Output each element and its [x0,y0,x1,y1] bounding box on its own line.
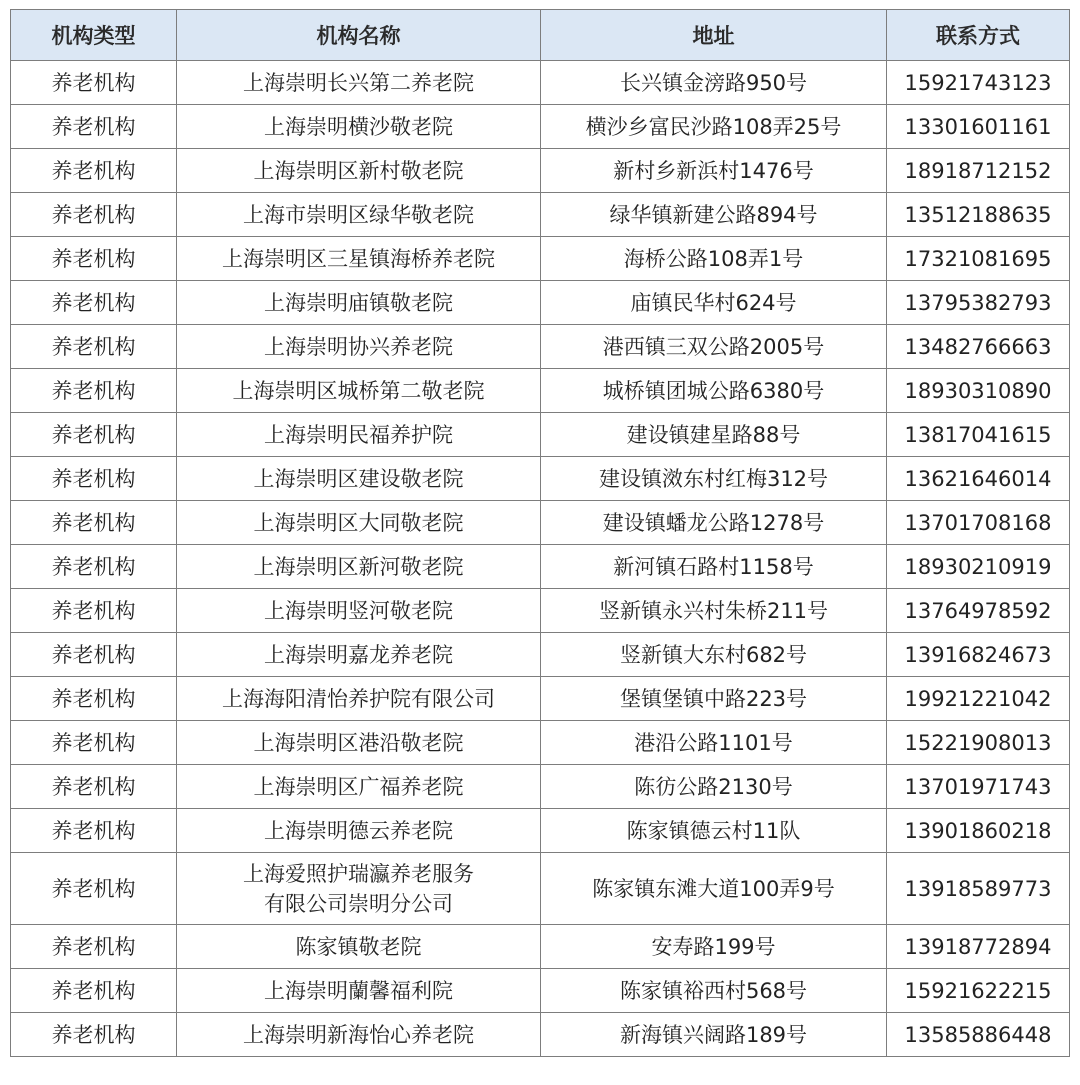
cell-phone: 13916824673 [887,633,1070,677]
cell-phone: 15921622215 [887,969,1070,1013]
table-row [11,501,1070,545]
cell-name [177,633,541,677]
cell-name [177,413,541,457]
cell-phone: 13301601161 [887,105,1070,149]
cell-name-line: 上海崇明区大同敬老院 [253,510,464,535]
cell-name-line: 上海崇明民福养护院 [264,422,453,447]
table-row [11,237,1070,281]
cell-phone: 15921743123 [887,61,1070,105]
cell-phone: 18918712152 [887,149,1070,193]
cell-name [177,457,541,501]
table-row [11,149,1070,193]
cell-address: 建设镇滧东村红梅312号 [541,457,887,501]
cell-name-line: 上海崇明庙镇敬老院 [264,290,453,315]
cell-address: 建设镇建星路88号 [541,413,887,457]
cell-type: 养老机构 [11,281,177,325]
table-row [11,853,1070,925]
cell-address: 竖新镇大东村682号 [541,633,887,677]
cell-type: 养老机构 [11,325,177,369]
table-row [11,413,1070,457]
table-row [11,545,1070,589]
table-row [11,765,1070,809]
cell-name [177,721,541,765]
cell-address: 新河镇石路村1158号 [541,545,887,589]
cell-address: 横沙乡富民沙路108弄25号 [541,105,887,149]
cell-address: 新村乡新浜村1476号 [541,149,887,193]
cell-phone: 19921221042 [887,677,1070,721]
table-row [11,721,1070,765]
cell-name-line: 上海崇明德云养老院 [264,818,453,843]
cell-address: 陈家镇东滩大道100弄9号 [541,853,887,925]
cell-name-line: 上海崇明长兴第二养老院 [243,70,474,95]
cell-phone: 13701708168 [887,501,1070,545]
cell-type: 养老机构 [11,501,177,545]
cell-phone: 13901860218 [887,809,1070,853]
table-row [11,925,1070,969]
cell-name [177,281,541,325]
cell-address: 海桥公路108弄1号 [541,237,887,281]
cell-type: 养老机构 [11,809,177,853]
cell-type: 养老机构 [11,61,177,105]
cell-name-line: 上海崇明协兴养老院 [264,334,453,359]
cell-phone: 13918772894 [887,925,1070,969]
cell-name-line: 上海崇明区三星镇海桥养老院 [222,246,495,271]
cell-address: 竖新镇永兴村朱桥211号 [541,589,887,633]
cell-type: 养老机构 [11,853,177,925]
cell-phone: 13482766663 [887,325,1070,369]
cell-type: 养老机构 [11,765,177,809]
cell-name-line: 上海崇明横沙敬老院 [264,114,453,139]
cell-name-line: 上海市崇明区绿华敬老院 [243,202,474,227]
cell-name [177,925,541,969]
institution-table [10,9,1070,1057]
cell-name-line: 有限公司崇明分公司 [264,891,453,916]
cell-name-line: 上海崇明区城桥第二敬老院 [232,378,485,403]
cell-name [177,61,541,105]
table-row [11,281,1070,325]
cell-name [177,809,541,853]
table-row [11,325,1070,369]
cell-phone: 17321081695 [887,237,1070,281]
cell-phone: 13918589773 [887,853,1070,925]
cell-type: 养老机构 [11,369,177,413]
cell-address: 港西镇三双公路2005号 [541,325,887,369]
cell-type: 养老机构 [11,105,177,149]
table-row [11,105,1070,149]
cell-phone: 13585886448 [887,1013,1070,1057]
cell-phone: 13817041615 [887,413,1070,457]
table-row [11,809,1070,853]
cell-type: 养老机构 [11,1013,177,1057]
cell-name-line: 上海崇明区广福养老院 [253,774,464,799]
cell-name-line: 上海崇明蘭馨福利院 [264,978,453,1003]
cell-phone: 18930310890 [887,369,1070,413]
cell-name-line: 上海崇明区新村敬老院 [253,158,464,183]
table-row [11,633,1070,677]
cell-phone: 13701971743 [887,765,1070,809]
cell-name [177,677,541,721]
table-row [11,457,1070,501]
cell-type: 养老机构 [11,633,177,677]
cell-address: 绿华镇新建公路894号 [541,193,887,237]
table-row [11,193,1070,237]
cell-address: 陈家镇裕西村568号 [541,969,887,1013]
cell-phone: 18930210919 [887,545,1070,589]
cell-type: 养老机构 [11,457,177,501]
cell-name [177,853,541,925]
cell-type: 养老机构 [11,925,177,969]
cell-address: 庙镇民华村624号 [541,281,887,325]
cell-name-line: 上海崇明区建设敬老院 [253,466,464,491]
cell-type: 养老机构 [11,721,177,765]
cell-phone: 13621646014 [887,457,1070,501]
cell-name [177,501,541,545]
cell-name [177,545,541,589]
table-row [11,969,1070,1013]
cell-name-line: 上海爱照护瑞瀛养老服务 [243,861,474,886]
cell-name [177,765,541,809]
cell-name-line: 上海崇明区新河敬老院 [253,554,464,579]
cell-address: 安寿路199号 [541,925,887,969]
cell-address: 港沿公路1101号 [541,721,887,765]
table-row [11,677,1070,721]
cell-address: 陈彷公路2130号 [541,765,887,809]
cell-address: 城桥镇团城公路6380号 [541,369,887,413]
cell-type: 养老机构 [11,193,177,237]
table-body [11,61,1070,1057]
cell-type: 养老机构 [11,237,177,281]
table-row [11,589,1070,633]
cell-type: 养老机构 [11,149,177,193]
cell-phone: 13795382793 [887,281,1070,325]
cell-name [177,1013,541,1057]
cell-type: 养老机构 [11,545,177,589]
cell-type: 养老机构 [11,969,177,1013]
cell-phone: 15221908013 [887,721,1070,765]
header-phone: 联系方式 [887,10,1070,61]
cell-name-line: 上海崇明竖河敬老院 [264,598,453,623]
cell-name [177,149,541,193]
table-header-row [11,10,1070,61]
cell-name [177,369,541,413]
cell-name [177,237,541,281]
cell-name [177,105,541,149]
cell-name-line: 上海崇明区港沿敬老院 [253,730,464,755]
cell-type: 养老机构 [11,677,177,721]
table-row [11,61,1070,105]
cell-name [177,969,541,1013]
cell-type: 养老机构 [11,589,177,633]
cell-type: 养老机构 [11,413,177,457]
cell-address: 陈家镇德云村11队 [541,809,887,853]
cell-phone: 13764978592 [887,589,1070,633]
header-address: 地址 [541,10,887,61]
cell-name-line: 上海崇明新海怡心养老院 [243,1022,474,1047]
cell-name [177,325,541,369]
cell-name-line: 上海崇明嘉龙养老院 [264,642,453,667]
cell-address: 堡镇堡镇中路223号 [541,677,887,721]
cell-address: 长兴镇金滂路950号 [541,61,887,105]
cell-name [177,193,541,237]
cell-address: 建设镇蟠龙公路1278号 [541,501,887,545]
cell-address: 新海镇兴阔路189号 [541,1013,887,1057]
cell-name-line: 陈家镇敬老院 [295,934,422,959]
cell-name [177,589,541,633]
cell-phone: 13512188635 [887,193,1070,237]
cell-name-line: 上海海阳清怡养护院有限公司 [222,686,495,711]
table-row [11,369,1070,413]
header-type: 机构类型 [11,10,177,61]
table-row [11,1013,1070,1057]
header-name: 机构名称 [177,10,541,61]
